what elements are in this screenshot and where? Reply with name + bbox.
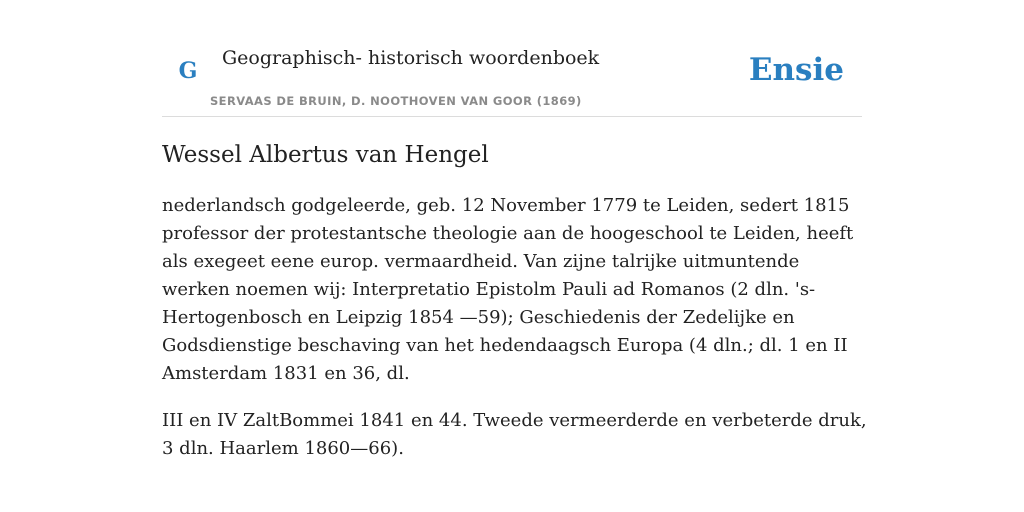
book-meta: SERVAAS DE BRUIN, D. NOOTHOVEN VAN GOOR (1869)	[210, 94, 582, 108]
entry-title: Wessel Albertus van Hengel	[162, 142, 489, 168]
letter-g-icon: G	[178, 58, 198, 84]
entry-paragraph: nederlandsch godgeleerde, geb. 12 November 1779 te Leiden, sedert 1815 professor der protestantsche theologie aan de hoogeschool te Leiden, heeft als exegeet eene europ. vermaardheid. Van zijne talrijke uitmuntende werken noemen wij: Interpretatio Epistolm Pauli ad Romanos (2 dln. 's-Hertogenbosch en Leipzig 1854 —59); Geschiedenis der Zedelijke en Godsdienstige beschaving van het hedendaagsch Europa (4 dln.; dl. 1 en II Amsterdam 1831 en 36, dl.	[162, 195, 854, 384]
ensie-logo[interactable]: Ensie	[748, 52, 844, 88]
book-header	[162, 0, 862, 117]
page	[162, 0, 867, 512]
entry-body	[162, 192, 867, 482]
book-title-link[interactable]: Geographisch- historisch woordenboek	[222, 47, 600, 69]
entry-paragraph: III en IV ZaltBommei 1841 en 44. Tweede vermeerderde en verbeterde druk, 3 dln. Haarlem 1860—66).	[162, 410, 867, 459]
